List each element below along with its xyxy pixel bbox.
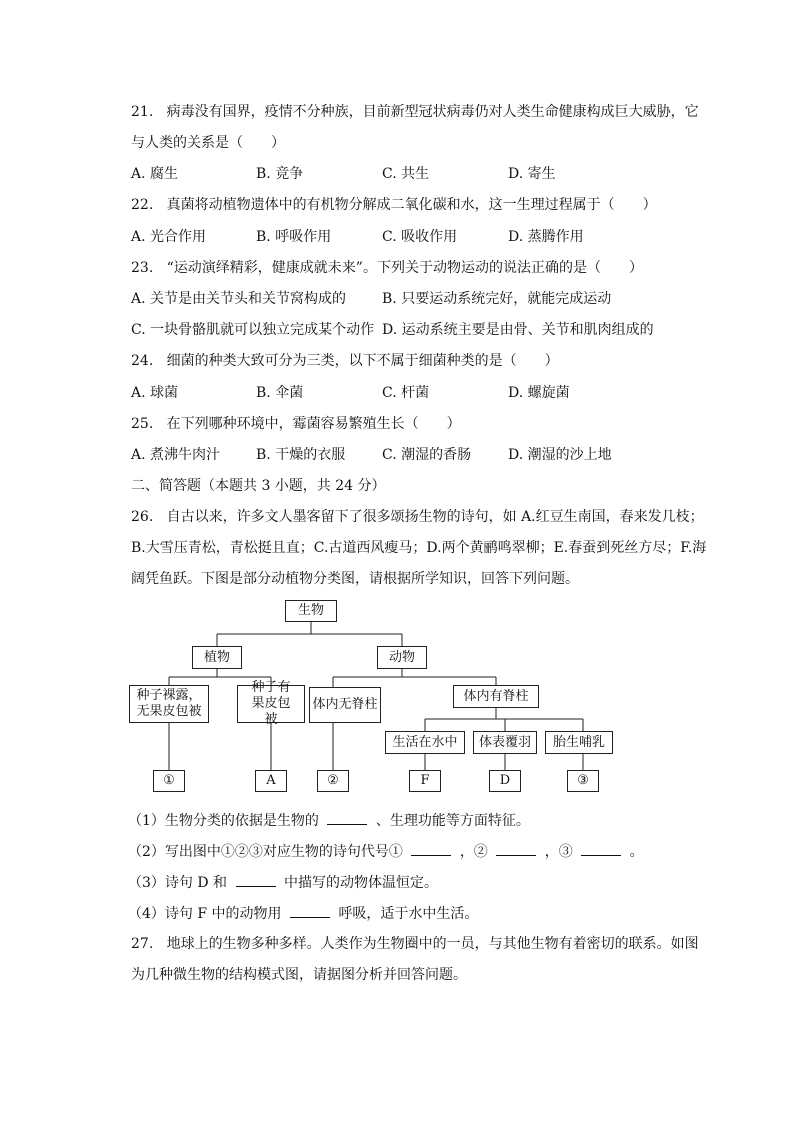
question-number: 25.: [131, 416, 154, 432]
option-a: A. 球菌: [131, 385, 179, 401]
leaf-1: ①: [153, 770, 185, 792]
subquestion-1: （1）生物分类的依据是生物的 、生理功能等方面特征。: [128, 810, 530, 831]
option-b: B. 只要运动系统完好，就能完成运动: [382, 291, 612, 307]
question-number: 24.: [131, 353, 154, 369]
question-text: 病毒没有国界，疫情不分种族，目前新型冠状病毒仍对人类生命健康构成巨大威胁，它: [166, 104, 699, 120]
option-b: B. 竞争: [256, 166, 304, 182]
question-27-line2: 为几种微生物的结构模式图，请据图分析并回答问题。: [131, 967, 467, 983]
question-number: 22.: [131, 197, 154, 213]
question-text: 细菌的种类大致可分为三类，以下不属于细菌种类的是（ ）: [166, 353, 559, 369]
question-24: [131, 351, 559, 371]
node-plants: 植物: [192, 646, 242, 669]
node-gymnosperms: 种子裸露，无果皮包被: [129, 685, 209, 723]
node-angiosperms: 种子有果皮包被: [237, 685, 305, 723]
leaf-a: A: [255, 770, 287, 792]
option-b: B. 干燥的衣服: [256, 447, 346, 463]
question-number: 27.: [131, 936, 154, 952]
leaf-f: F: [409, 770, 441, 792]
answer-blank[interactable]: [496, 841, 536, 856]
question-22: [131, 195, 657, 215]
question-number: 23.: [131, 260, 154, 276]
option-c: C. 共生: [382, 166, 430, 182]
question-number: 21.: [131, 104, 154, 120]
question-27: [131, 934, 699, 954]
option-b: B. 伞菌: [256, 385, 304, 401]
classification-diagram: [120, 598, 640, 800]
answer-blank[interactable]: [581, 841, 621, 856]
node-vertebrates: 体内有脊柱: [453, 685, 539, 708]
option-a: A. 腐生: [131, 166, 179, 182]
answer-blank[interactable]: [236, 872, 276, 887]
option-c: C. 杆菌: [382, 385, 430, 401]
subquestion-2: （2）写出图中①②③对应生物的诗句代号① ，② ，③ 。: [128, 841, 644, 862]
question-text: 真菌将动植物遗体中的有机物分解成二氧化碳和水，这一生理过程属于（ ）: [166, 197, 657, 213]
option-c: C. 一块骨骼肌就可以独立完成某个动作: [131, 322, 375, 338]
option-c: C. 吸收作用: [382, 229, 458, 245]
option-a: A. 光合作用: [131, 229, 207, 245]
option-d: D. 运动系统主要是由骨、关节和肌肉组成的: [382, 322, 654, 338]
question-25: [131, 414, 461, 434]
option-b: B. 呼吸作用: [256, 229, 332, 245]
option-d: D. 螺旋菌: [508, 385, 570, 401]
node-invertebrates: 体内无脊柱: [309, 687, 381, 723]
node-root: 生物: [285, 600, 337, 622]
answer-blank[interactable]: [327, 810, 367, 825]
question-text: 自古以来，许多文人墨客留下了很多颂扬生物的诗句，如 A.红豆生南国，春来发几枝；: [166, 509, 704, 525]
leaf-2: ②: [317, 770, 349, 792]
option-d: D. 潮湿的沙上地: [508, 447, 612, 463]
subquestion-4: （4）诗句 F 中的动物用 呼吸，适于水中生活。: [128, 903, 478, 924]
question-text: 在下列哪种环境中，霉菌容易繁殖生长（ ）: [166, 416, 461, 432]
question-21-cont: 与人类的关系是（ ）: [131, 135, 285, 151]
answer-blank[interactable]: [290, 903, 330, 918]
answer-blank[interactable]: [411, 841, 451, 856]
question-text: “运动演绎精彩，健康成就未来”。下列关于动物运动的说法正确的是（ ）: [166, 260, 643, 276]
leaf-d: D: [489, 770, 521, 792]
option-d: D. 寄生: [508, 166, 556, 182]
question-text: 地球上的生物多种多样。人类作为生物圈中的一员，与其他生物有着密切的联系。如图: [166, 936, 699, 952]
section-title: 二、简答题（本题共 3 小题，共 24 分）: [131, 478, 386, 494]
question-23: [131, 258, 643, 278]
question-26: [131, 507, 704, 527]
node-feathered: 体表覆羽: [473, 731, 537, 754]
option-c: C. 潮湿的香肠: [382, 447, 472, 463]
question-21: [131, 102, 699, 122]
option-d: D. 蒸腾作用: [508, 229, 584, 245]
question-26-line2: B.大雪压青松，青松挺且直；C.古道西风瘦马；D.两个黄鹂鸣翠柳；E.春蚕到死丝方尽；F.海: [131, 540, 707, 556]
node-aquatic: 生活在水中: [385, 731, 465, 754]
question-26-line3: 阔凭鱼跃。下图是部分动植物分类图，请根据所学知识，回答下列问题。: [131, 571, 579, 587]
question-number: 26.: [131, 509, 154, 525]
option-a: A. 关节是由关节头和关节窝构成的: [131, 291, 347, 307]
node-animals: 动物: [377, 646, 427, 669]
leaf-3: ③: [567, 770, 599, 792]
subquestion-3: （3）诗句 D 和 中描写的动物体温恒定。: [128, 872, 438, 893]
option-a: A. 煮沸牛肉汁: [131, 447, 221, 463]
node-mammals: 胎生哺乳: [545, 731, 613, 754]
